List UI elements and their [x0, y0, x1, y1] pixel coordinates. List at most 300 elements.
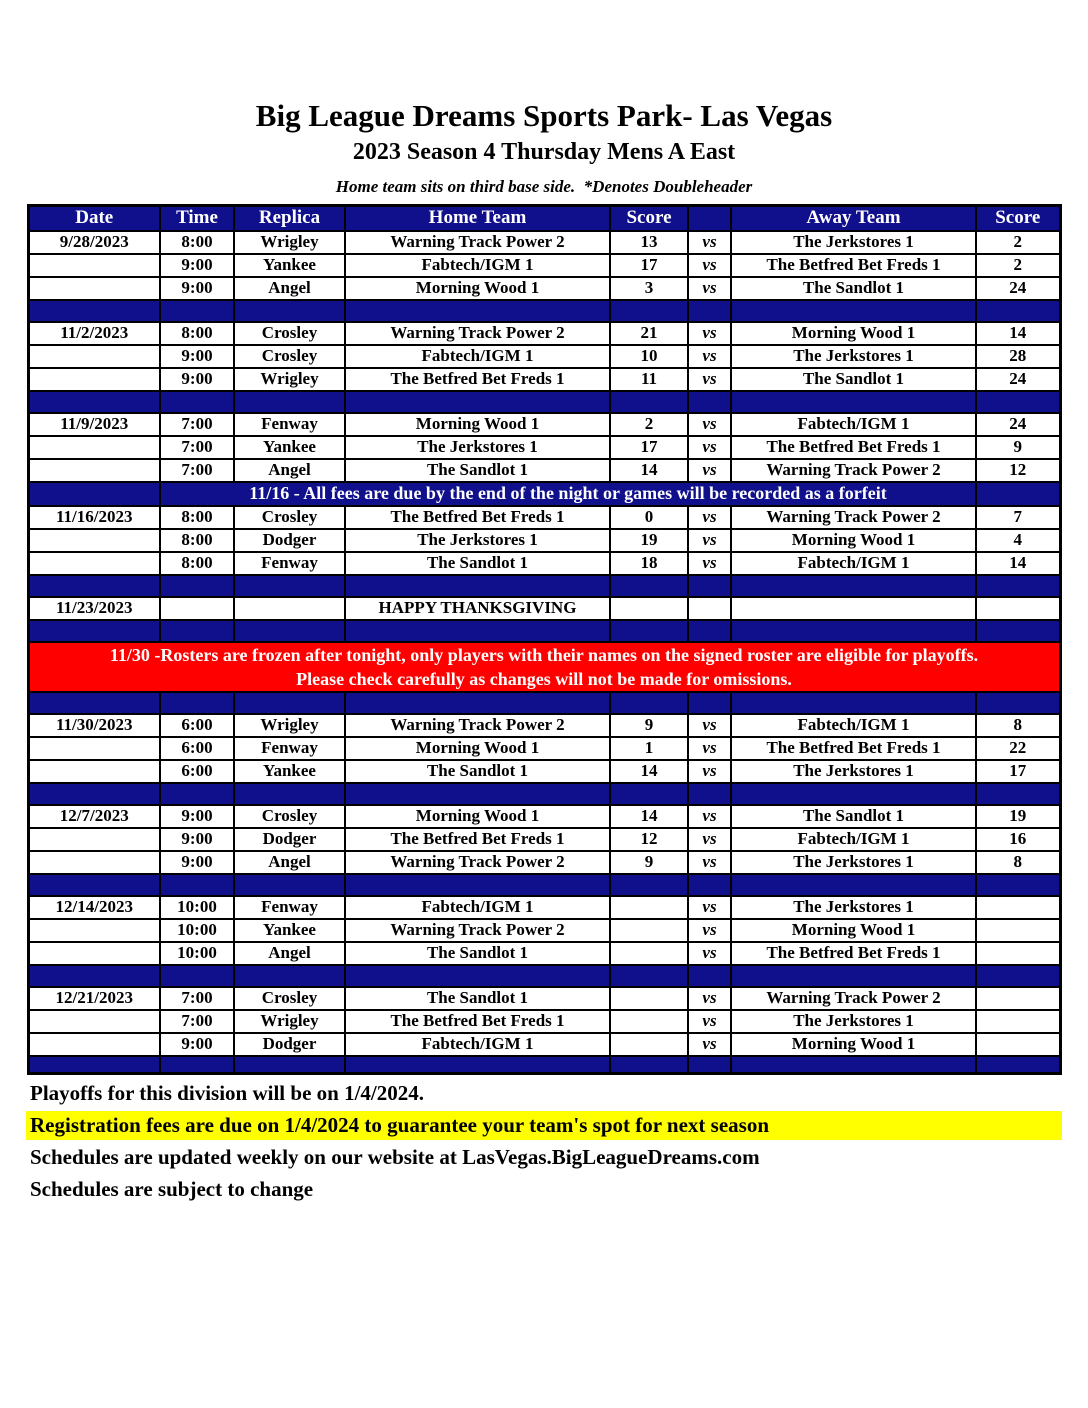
- page-subtitle: 2023 Season 4 Thursday Mens A East: [352, 139, 736, 165]
- vs-cell: [688, 597, 731, 620]
- col-header-away-team: Away Team: [731, 206, 976, 231]
- game-row: [28, 805, 1060, 828]
- away-team-cell: Warning Track Power 2: [731, 987, 976, 1010]
- home-score-cell: [610, 1010, 688, 1033]
- separator-cell: [160, 300, 234, 322]
- home-team-cell: Warning Track Power 2: [345, 231, 610, 254]
- vs-cell: vs: [688, 506, 731, 529]
- home-team-cell: Morning Wood 1: [345, 277, 610, 300]
- away-team-cell: Morning Wood 1: [731, 919, 976, 942]
- time-cell: 9:00: [160, 368, 234, 391]
- date-cell: [28, 851, 160, 874]
- separator-cell: [976, 874, 1060, 896]
- time-cell: 9:00: [160, 1033, 234, 1056]
- replica-cell: Crosley: [234, 987, 345, 1010]
- time-cell: 9:00: [160, 254, 234, 277]
- separator-cell: [160, 391, 234, 413]
- away-score-cell: 22: [976, 737, 1060, 760]
- home-team-cell: Warning Track Power 2: [345, 714, 610, 737]
- game-row: [28, 896, 1060, 919]
- game-row: [28, 436, 1060, 459]
- away-score-cell: 9: [976, 436, 1060, 459]
- away-score-cell: [976, 987, 1060, 1010]
- home-score-cell: 9: [610, 851, 688, 874]
- home-team-cell: Warning Track Power 2: [345, 851, 610, 874]
- vs-cell: vs: [688, 919, 731, 942]
- playoffs-note: Playoffs for this division will be on 1/4/2024.: [30, 1081, 424, 1105]
- away-team-cell: The Jerkstores 1: [731, 760, 976, 783]
- separator-cell: [28, 620, 160, 642]
- separator-cell: [688, 874, 731, 896]
- replica-cell: Yankee: [234, 919, 345, 942]
- date-cell: 11/30/2023: [28, 714, 160, 737]
- separator-cell: [160, 692, 234, 714]
- separator-cell: [610, 692, 688, 714]
- time-cell: 7:00: [160, 1010, 234, 1033]
- away-team-cell: The Jerkstores 1: [731, 896, 976, 919]
- separator-row: [28, 874, 1060, 896]
- separator-cell: [688, 692, 731, 714]
- vs-cell: vs: [688, 896, 731, 919]
- game-row: [28, 459, 1060, 482]
- away-score-cell: 4: [976, 529, 1060, 552]
- home-team-cell: The Sandlot 1: [345, 459, 610, 482]
- roster-freeze-notice-row: [28, 642, 1060, 692]
- away-score-cell: [976, 597, 1060, 620]
- away-team-cell: Fabtech/IGM 1: [731, 714, 976, 737]
- fees-due-notice-row: [28, 482, 1060, 506]
- home-score-cell: [610, 987, 688, 1010]
- home-team-cell: Morning Wood 1: [345, 805, 610, 828]
- col-header-home-team: Home Team: [345, 206, 610, 231]
- separator-row: [28, 965, 1060, 987]
- replica-cell: Crosley: [234, 506, 345, 529]
- game-row: [28, 737, 1060, 760]
- separator-cell: [610, 783, 688, 805]
- replica-cell: Angel: [234, 277, 345, 300]
- separator-cell: [345, 1056, 610, 1074]
- vs-cell: vs: [688, 345, 731, 368]
- away-team-cell: Morning Wood 1: [731, 1033, 976, 1056]
- replica-cell: Yankee: [234, 436, 345, 459]
- away-team-cell: The Sandlot 1: [731, 368, 976, 391]
- separator-cell: [160, 874, 234, 896]
- separator-cell: [688, 783, 731, 805]
- separator-cell: [160, 783, 234, 805]
- schedule-body: [28, 231, 1060, 1074]
- time-cell: 9:00: [160, 805, 234, 828]
- separator-cell: [976, 1056, 1060, 1074]
- game-row: [28, 714, 1060, 737]
- replica-cell: Fenway: [234, 737, 345, 760]
- home-score-cell: 17: [610, 254, 688, 277]
- separator-cell: [976, 692, 1060, 714]
- time-cell: 6:00: [160, 714, 234, 737]
- game-row: [28, 231, 1060, 254]
- time-cell: 8:00: [160, 506, 234, 529]
- home-team-cell: Fabtech/IGM 1: [345, 345, 610, 368]
- away-score-cell: 2: [976, 231, 1060, 254]
- separator-row: [28, 620, 1060, 642]
- game-row: [28, 345, 1060, 368]
- game-row: [28, 529, 1060, 552]
- col-header-vs: [688, 206, 731, 231]
- away-team-cell: The Jerkstores 1: [731, 345, 976, 368]
- home-score-cell: 2: [610, 413, 688, 436]
- date-cell: [28, 1010, 160, 1033]
- separator-row: [28, 300, 1060, 322]
- home-score-cell: [610, 896, 688, 919]
- home-score-cell: [610, 919, 688, 942]
- separator-cell: [234, 692, 345, 714]
- date-cell: 12/21/2023: [28, 987, 160, 1010]
- time-cell: 8:00: [160, 529, 234, 552]
- vs-cell: vs: [688, 760, 731, 783]
- separator-cell: [234, 1056, 345, 1074]
- away-team-cell: Warning Track Power 2: [731, 506, 976, 529]
- date-cell: 12/7/2023: [28, 805, 160, 828]
- home-team-cell: Fabtech/IGM 1: [345, 254, 610, 277]
- separator-cell: [28, 575, 160, 597]
- page-title: Big League Dreams Sports Park- Las Vegas: [255, 98, 833, 133]
- away-team-cell: The Betfred Bet Freds 1: [731, 436, 976, 459]
- away-team-cell: The Jerkstores 1: [731, 851, 976, 874]
- separator-cell: [976, 783, 1060, 805]
- roster-freeze-notice-line: 11/30 -Rosters are frozen after tonight, only players with their names on the signed roster are eligible for playoffs.: [109, 644, 979, 665]
- date-cell: 11/16/2023: [28, 506, 160, 529]
- away-score-cell: [976, 1010, 1060, 1033]
- col-header-away-score: Score: [976, 206, 1060, 231]
- home-score-cell: [610, 597, 688, 620]
- separator-cell: [688, 575, 731, 597]
- vs-cell: vs: [688, 254, 731, 277]
- separator-cell: [688, 391, 731, 413]
- away-score-cell: 8: [976, 714, 1060, 737]
- separator-cell: [345, 783, 610, 805]
- away-score-cell: 14: [976, 322, 1060, 345]
- separator-cell: [234, 783, 345, 805]
- home-team-cell: Morning Wood 1: [345, 413, 610, 436]
- separator-cell: [688, 620, 731, 642]
- separator-cell: [610, 874, 688, 896]
- separator-cell: [28, 391, 160, 413]
- date-cell: [28, 828, 160, 851]
- game-row: [28, 506, 1060, 529]
- subject-to-change-note: Schedules are subject to change: [30, 1177, 314, 1201]
- away-score-cell: [976, 1033, 1060, 1056]
- home-team-cell: The Sandlot 1: [345, 552, 610, 575]
- home-team-cell: The Sandlot 1: [345, 987, 610, 1010]
- separator-cell: [345, 874, 610, 896]
- separator-cell: [688, 300, 731, 322]
- replica-cell: Crosley: [234, 322, 345, 345]
- separator-cell: [345, 391, 610, 413]
- home-score-cell: 14: [610, 805, 688, 828]
- separator-cell: [160, 575, 234, 597]
- replica-cell: Fenway: [234, 413, 345, 436]
- separator-cell: [28, 783, 160, 805]
- away-score-cell: 19: [976, 805, 1060, 828]
- home-score-cell: 17: [610, 436, 688, 459]
- game-row: [28, 277, 1060, 300]
- date-cell: [28, 436, 160, 459]
- time-cell: 10:00: [160, 942, 234, 965]
- replica-cell: Dodger: [234, 828, 345, 851]
- vs-cell: vs: [688, 828, 731, 851]
- game-row: [28, 552, 1060, 575]
- away-team-cell: Fabtech/IGM 1: [731, 552, 976, 575]
- home-team-cell: Morning Wood 1: [345, 737, 610, 760]
- time-cell: 10:00: [160, 896, 234, 919]
- game-row: [28, 413, 1060, 436]
- home-team-cell: The Betfred Bet Freds 1: [345, 506, 610, 529]
- schedule-table: [27, 204, 1062, 1075]
- vs-cell: vs: [688, 277, 731, 300]
- separator-row: [28, 391, 1060, 413]
- notice-score-cell: [976, 482, 1060, 506]
- away-team-cell: Morning Wood 1: [731, 322, 976, 345]
- date-cell: [28, 459, 160, 482]
- date-cell: [28, 368, 160, 391]
- separator-cell: [610, 965, 688, 987]
- home-score-cell: 1: [610, 737, 688, 760]
- separator-cell: [28, 300, 160, 322]
- away-score-cell: 7: [976, 506, 1060, 529]
- replica-cell: Yankee: [234, 760, 345, 783]
- home-score-cell: 19: [610, 529, 688, 552]
- separator-cell: [234, 620, 345, 642]
- separator-cell: [160, 620, 234, 642]
- separator-cell: [731, 965, 976, 987]
- separator-cell: [610, 575, 688, 597]
- away-score-cell: 24: [976, 413, 1060, 436]
- replica-cell: Wrigley: [234, 714, 345, 737]
- separator-cell: [610, 300, 688, 322]
- game-row: [28, 828, 1060, 851]
- replica-cell: Angel: [234, 851, 345, 874]
- away-score-cell: 24: [976, 368, 1060, 391]
- game-row: [28, 254, 1060, 277]
- separator-cell: [976, 391, 1060, 413]
- date-cell: [28, 345, 160, 368]
- replica-cell: Fenway: [234, 896, 345, 919]
- vs-cell: vs: [688, 805, 731, 828]
- replica-cell: [234, 597, 345, 620]
- home-team-cell: Warning Track Power 2: [345, 919, 610, 942]
- vs-cell: vs: [688, 413, 731, 436]
- home-score-cell: 13: [610, 231, 688, 254]
- game-row: [28, 760, 1060, 783]
- separator-cell: [731, 575, 976, 597]
- vs-cell: vs: [688, 987, 731, 1010]
- vs-cell: vs: [688, 1010, 731, 1033]
- vs-cell: vs: [688, 459, 731, 482]
- date-cell: [28, 760, 160, 783]
- vs-cell: vs: [688, 231, 731, 254]
- away-team-cell: The Jerkstores 1: [731, 231, 976, 254]
- away-score-cell: [976, 942, 1060, 965]
- separator-cell: [731, 391, 976, 413]
- away-score-cell: [976, 919, 1060, 942]
- home-team-cell: The Betfred Bet Freds 1: [345, 1010, 610, 1033]
- time-cell: 9:00: [160, 345, 234, 368]
- replica-cell: Yankee: [234, 254, 345, 277]
- time-cell: 7:00: [160, 413, 234, 436]
- away-score-cell: 16: [976, 828, 1060, 851]
- col-header-home-score: Score: [610, 206, 688, 231]
- separator-cell: [234, 874, 345, 896]
- holiday-message-cell: HAPPY THANKSGIVING: [345, 597, 610, 620]
- away-score-cell: 2: [976, 254, 1060, 277]
- separator-row: [28, 692, 1060, 714]
- game-row: [28, 987, 1060, 1010]
- home-score-cell: 12: [610, 828, 688, 851]
- replica-cell: Crosley: [234, 345, 345, 368]
- time-cell: 7:00: [160, 436, 234, 459]
- time-cell: 8:00: [160, 552, 234, 575]
- home-score-cell: 10: [610, 345, 688, 368]
- home-score-cell: 3: [610, 277, 688, 300]
- away-team-cell: The Betfred Bet Freds 1: [731, 942, 976, 965]
- home-team-cell: The Jerkstores 1: [345, 436, 610, 459]
- date-cell: [28, 737, 160, 760]
- separator-cell: [610, 1056, 688, 1074]
- home-score-cell: [610, 942, 688, 965]
- time-cell: 9:00: [160, 828, 234, 851]
- separator-cell: [731, 692, 976, 714]
- separator-cell: [345, 575, 610, 597]
- home-team-cell: The Betfred Bet Freds 1: [345, 828, 610, 851]
- time-cell: 6:00: [160, 737, 234, 760]
- game-row: [28, 1033, 1060, 1056]
- separator-row: [28, 1056, 1060, 1074]
- away-team-cell: Fabtech/IGM 1: [731, 828, 976, 851]
- date-cell: 9/28/2023: [28, 231, 160, 254]
- col-header-date: Date: [28, 206, 160, 231]
- vs-cell: vs: [688, 436, 731, 459]
- separator-cell: [28, 692, 160, 714]
- home-score-cell: [610, 1033, 688, 1056]
- game-row: [28, 322, 1060, 345]
- replica-cell: Wrigley: [234, 231, 345, 254]
- header-row: [28, 206, 1060, 231]
- separator-cell: [234, 575, 345, 597]
- away-score-cell: [976, 896, 1060, 919]
- col-header-replica: Replica: [234, 206, 345, 231]
- replica-cell: Fenway: [234, 552, 345, 575]
- replica-cell: Crosley: [234, 805, 345, 828]
- roster-freeze-notice-line: Please check carefully as changes will not be made for omissions.: [296, 668, 792, 689]
- replica-cell: Dodger: [234, 529, 345, 552]
- holiday-row: [28, 597, 1060, 620]
- time-cell: 8:00: [160, 322, 234, 345]
- game-row: [28, 368, 1060, 391]
- registration-fees-note: Registration fees are due on 1/4/2024 to guarantee your team's spot for next season: [26, 1111, 1062, 1140]
- away-team-cell: Warning Track Power 2: [731, 459, 976, 482]
- date-cell: 12/14/2023: [28, 896, 160, 919]
- away-team-cell: The Sandlot 1: [731, 277, 976, 300]
- date-cell: [28, 1033, 160, 1056]
- home-score-cell: 0: [610, 506, 688, 529]
- separator-cell: [345, 620, 610, 642]
- website-update-note: Schedules are updated weekly on our website at LasVegas.BigLeagueDreams.com: [30, 1145, 760, 1169]
- away-team-cell: The Betfred Bet Freds 1: [731, 737, 976, 760]
- separator-cell: [610, 620, 688, 642]
- separator-cell: [28, 965, 160, 987]
- away-team-cell: [731, 597, 976, 620]
- vs-cell: vs: [688, 368, 731, 391]
- vs-cell: vs: [688, 552, 731, 575]
- time-cell: 7:00: [160, 987, 234, 1010]
- time-cell: 8:00: [160, 231, 234, 254]
- separator-cell: [731, 1056, 976, 1074]
- time-cell: 9:00: [160, 851, 234, 874]
- vs-cell: vs: [688, 529, 731, 552]
- replica-cell: Angel: [234, 459, 345, 482]
- separator-cell: [234, 391, 345, 413]
- date-cell: [28, 277, 160, 300]
- time-cell: 10:00: [160, 919, 234, 942]
- separator-cell: [345, 300, 610, 322]
- away-score-cell: 28: [976, 345, 1060, 368]
- fees-due-notice-text: 11/16 - All fees are due by the end of the night or games will be recorded as a forfeit: [160, 482, 976, 506]
- away-score-cell: 12: [976, 459, 1060, 482]
- home-team-cell: Fabtech/IGM 1: [345, 1033, 610, 1056]
- away-team-cell: The Sandlot 1: [731, 805, 976, 828]
- game-row: [28, 942, 1060, 965]
- home-score-cell: 14: [610, 760, 688, 783]
- home-team-cell: The Jerkstores 1: [345, 529, 610, 552]
- time-cell: 9:00: [160, 277, 234, 300]
- away-score-cell: 24: [976, 277, 1060, 300]
- home-score-cell: 9: [610, 714, 688, 737]
- date-cell: 11/23/2023: [28, 597, 160, 620]
- separator-cell: [731, 620, 976, 642]
- away-team-cell: Morning Wood 1: [731, 529, 976, 552]
- game-row: [28, 919, 1060, 942]
- separator-cell: [160, 1056, 234, 1074]
- away-team-cell: The Jerkstores 1: [731, 1010, 976, 1033]
- home-team-cell: The Sandlot 1: [345, 942, 610, 965]
- separator-cell: [345, 965, 610, 987]
- vs-cell: vs: [688, 322, 731, 345]
- separator-cell: [976, 300, 1060, 322]
- col-header-time: Time: [160, 206, 234, 231]
- notice-date-cell: [28, 482, 160, 506]
- date-cell: 11/2/2023: [28, 322, 160, 345]
- time-cell: 7:00: [160, 459, 234, 482]
- separator-cell: [28, 1056, 160, 1074]
- vs-cell: vs: [688, 714, 731, 737]
- separator-row: [28, 783, 1060, 805]
- separator-cell: [345, 692, 610, 714]
- separator-cell: [234, 300, 345, 322]
- home-team-cell: Fabtech/IGM 1: [345, 896, 610, 919]
- game-row: [28, 1010, 1060, 1033]
- away-score-cell: 8: [976, 851, 1060, 874]
- separator-cell: [731, 300, 976, 322]
- separator-cell: [160, 965, 234, 987]
- footer-notes: [26, 1079, 1062, 1204]
- away-score-cell: 14: [976, 552, 1060, 575]
- replica-cell: Wrigley: [234, 1010, 345, 1033]
- date-cell: [28, 254, 160, 277]
- time-cell: 6:00: [160, 760, 234, 783]
- vs-cell: vs: [688, 851, 731, 874]
- away-score-cell: 17: [976, 760, 1060, 783]
- home-team-cell: Warning Track Power 2: [345, 322, 610, 345]
- separator-cell: [731, 783, 976, 805]
